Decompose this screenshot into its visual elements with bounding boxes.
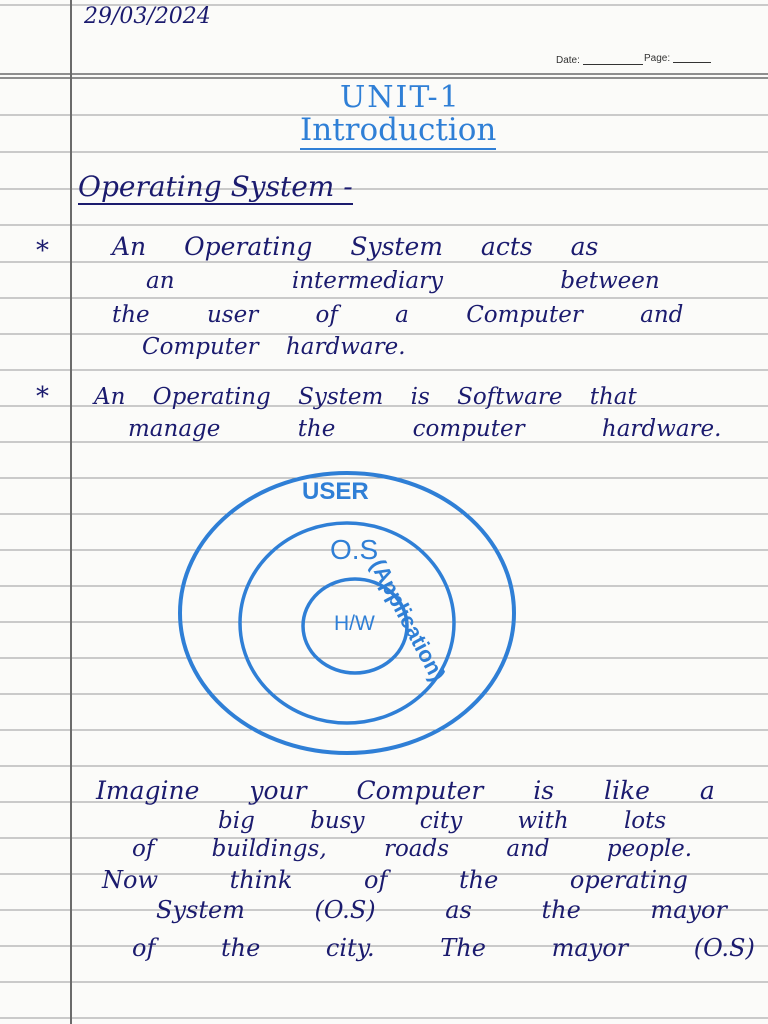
paragraph-line-1: Imagine your Computer is like a xyxy=(96,776,715,805)
bullet-marker: * xyxy=(36,382,49,412)
date-field xyxy=(556,55,643,66)
paragraph-line-3: of buildings, roads and people. xyxy=(132,836,693,862)
date-blank xyxy=(583,64,643,65)
paragraph-line-2: big busy city with lots xyxy=(218,808,667,834)
user-layer-label: USER xyxy=(302,478,369,505)
date-label: Date: xyxy=(556,55,580,66)
paragraph-line-5: System (O.S) as the mayor xyxy=(156,896,727,924)
paragraph-line-4: Now think of the operating xyxy=(102,866,688,894)
bullet-marker: * xyxy=(36,236,49,266)
page-field xyxy=(644,53,711,64)
bullet-1-line-1: An Operating System acts as xyxy=(112,232,599,261)
os-layer-label: O.S xyxy=(330,534,379,565)
paragraph-line-6: of the city. The mayor (O.S) xyxy=(132,934,755,962)
page-blank xyxy=(673,62,711,63)
handwritten-date: 29/03/2024 xyxy=(84,4,211,29)
margin-line xyxy=(70,0,72,1024)
bullet-2-line-1: An Operating System is Software that xyxy=(94,384,637,410)
page-label: Page: xyxy=(644,53,671,64)
bullet-1-line-3: the user of a Computer and xyxy=(112,302,684,328)
application-arc-label: (Application) xyxy=(365,554,451,686)
unit-title: UNIT-1 xyxy=(340,80,461,115)
bullet-1-line-4: Computer hardware. xyxy=(142,334,406,360)
unit-subtitle: Introduction xyxy=(300,112,497,148)
bullet-1-line-2: an intermediary between xyxy=(146,268,660,294)
hw-layer-label: H/W xyxy=(334,612,375,635)
bullet-2-line-2: manage the computer hardware. xyxy=(128,416,722,442)
section-heading: Operating System - xyxy=(78,170,353,203)
